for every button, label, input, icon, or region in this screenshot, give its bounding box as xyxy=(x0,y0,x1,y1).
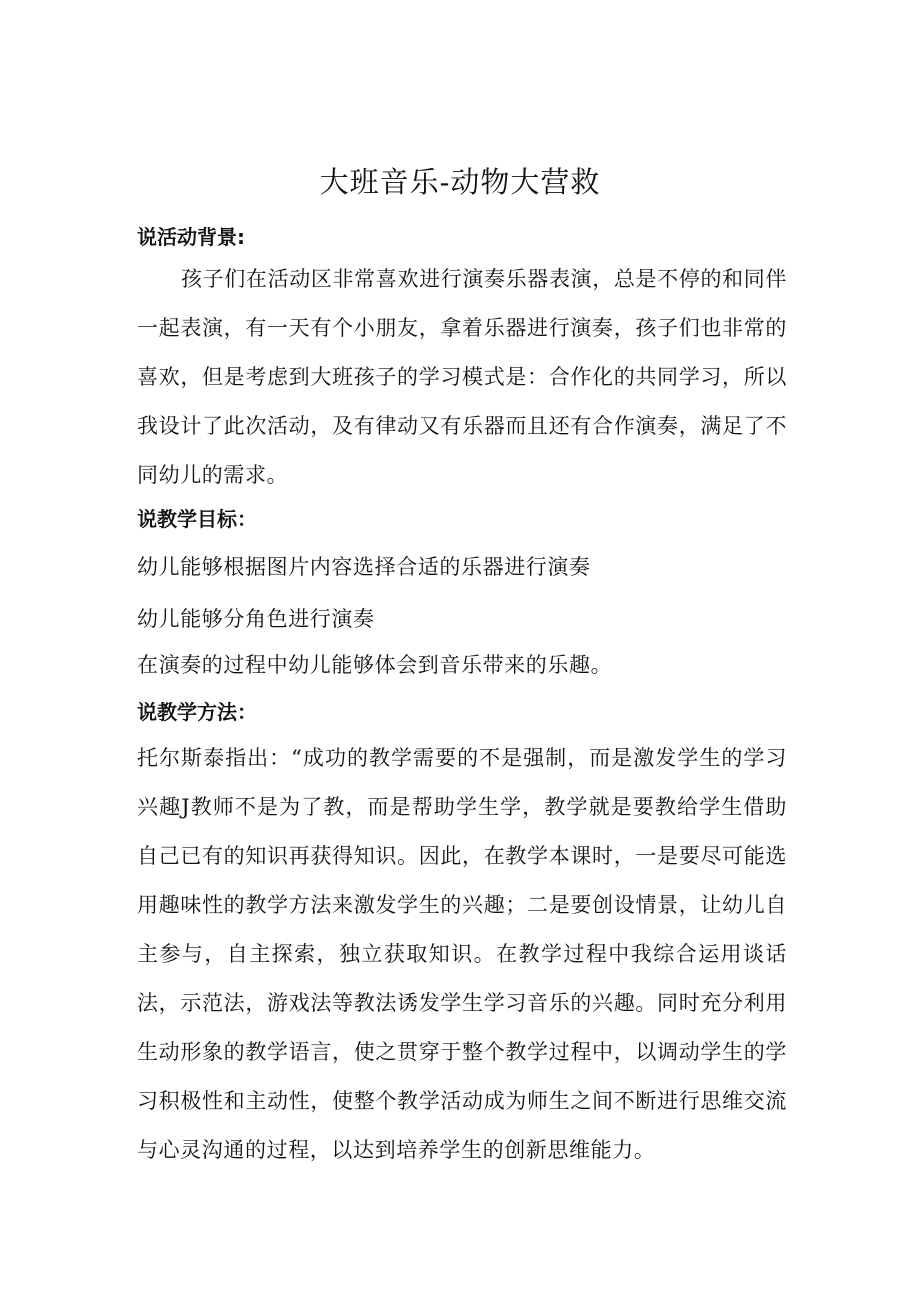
section-heading-goals: 说教学目标： xyxy=(137,507,257,531)
goal-item-2: 幼儿能够分角色进行演奏 xyxy=(137,607,375,631)
goal-item-3: 在演奏的过程中幼儿能够体会到音乐带来的乐趣。 xyxy=(137,653,613,677)
methods-paragraph: 托尔斯泰指出：“成功的教学需要的不是强制，而是激发学生的学习兴趣J教师不是为了教，而是帮助学生学，教学就是要教给学生借助自己已有的知识再获得知识。因此，在教学本课时，一是要尽可能选用趣味性的教学方法来激发学生的兴趣；二是要创设情景，让幼儿自主参与，自主探索，独立获取知识。在教学过程中我综合运用谈话法，示范法，游戏法等教法诱发学生学习音乐的兴趣。同时充分利用生动形象的教学语言，使之贯穿于整个教学过程中，以调动学生的学习积极性和主动性，使整个教学活动成为师生之间不断进行思维交流与心灵沟通的过程，以达到培养学生的创新思维能力。 xyxy=(137,746,787,1162)
section-heading-methods: 说教学方法： xyxy=(137,700,257,724)
section-heading-background: 说活动背景: xyxy=(137,225,245,249)
document-title: 大班音乐-动物大营救 xyxy=(319,165,601,199)
background-paragraph: 孩子们在活动区非常喜欢进行演奏乐器表演，总是不停的和同伴一起表演，有一天有个小朋友，拿着乐器进行演奏，孩子们也非常的喜欢，但是考虑到大班孩子的学习模式是：合作化的共同学习，所以我设计了此次活动，及有律动又有乐器而且还有合作演奏，满足了不同幼儿的需求。 xyxy=(137,267,787,487)
goal-item-1: 幼儿能够根据图片内容选择合适的乐器进行演奏 xyxy=(137,555,591,579)
